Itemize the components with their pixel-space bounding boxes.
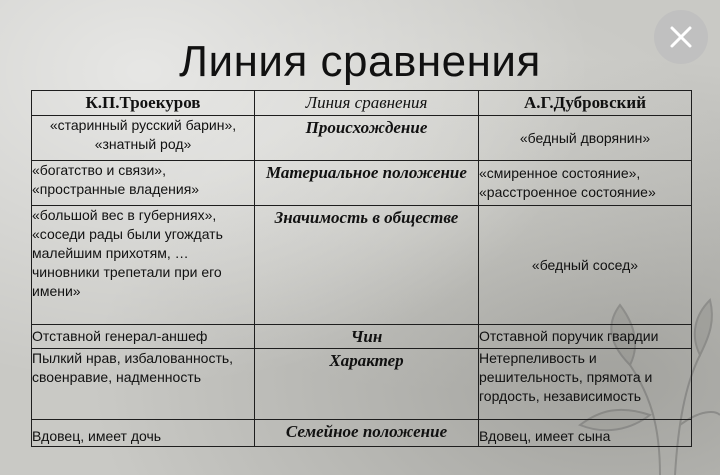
table-row — [32, 349, 692, 420]
cell-troekurov: Вдовец, имеет дочь — [32, 420, 255, 447]
comparison-table — [31, 90, 692, 447]
table-row — [32, 420, 692, 447]
table-row — [32, 161, 692, 206]
header-criterion: Линия сравнения — [255, 91, 479, 116]
cell-dubrovsky: Нетерпеливость и решительность, прямота и гордость, независимость — [479, 349, 692, 420]
cell-criterion: Чин — [255, 325, 479, 349]
cell-troekurov: «старинный русский барин», «знатный род» — [32, 116, 255, 161]
cell-criterion: Происхождение — [255, 116, 479, 161]
cell-dubrovsky: Вдовец, имеет сына — [479, 420, 692, 447]
cell-criterion: Семейное положение — [255, 420, 479, 447]
close-button[interactable] — [654, 10, 708, 64]
cell-troekurov: «большой вес в губерниях», «соседи рады были угождать малейшим прихотям, … чиновники трепетали при его имени» — [32, 206, 255, 325]
table-row — [32, 116, 692, 161]
cell-troekurov: Пылкий нрав, избалованность, своенравие, надменность — [32, 349, 255, 420]
cell-troekurov: Отставной генерал-аншеф — [32, 325, 255, 349]
close-icon — [668, 24, 694, 50]
cell-dubrovsky: Отставной поручик гвардии — [479, 325, 692, 349]
header-troekurov: К.П.Троекуров — [32, 91, 255, 116]
cell-dubrovsky: «смиренное состояние», «расстроенное состояние» — [479, 161, 692, 206]
table-header-row — [32, 91, 692, 116]
cell-criterion: Характер — [255, 349, 479, 420]
table-row — [32, 206, 692, 325]
cell-criterion: Материальное положение — [255, 161, 479, 206]
cell-troekurov: «богатство и связи», «пространные владения» — [32, 161, 255, 206]
slide-title: Линия сравнения — [179, 37, 541, 86]
cell-criterion: Значимость в обществе — [255, 206, 479, 325]
cell-dubrovsky: «бедный дворянин» — [479, 116, 692, 161]
header-dubrovsky: А.Г.Дубровский — [479, 91, 692, 116]
table-row — [32, 325, 692, 349]
cell-dubrovsky: «бедный сосед» — [479, 206, 692, 325]
